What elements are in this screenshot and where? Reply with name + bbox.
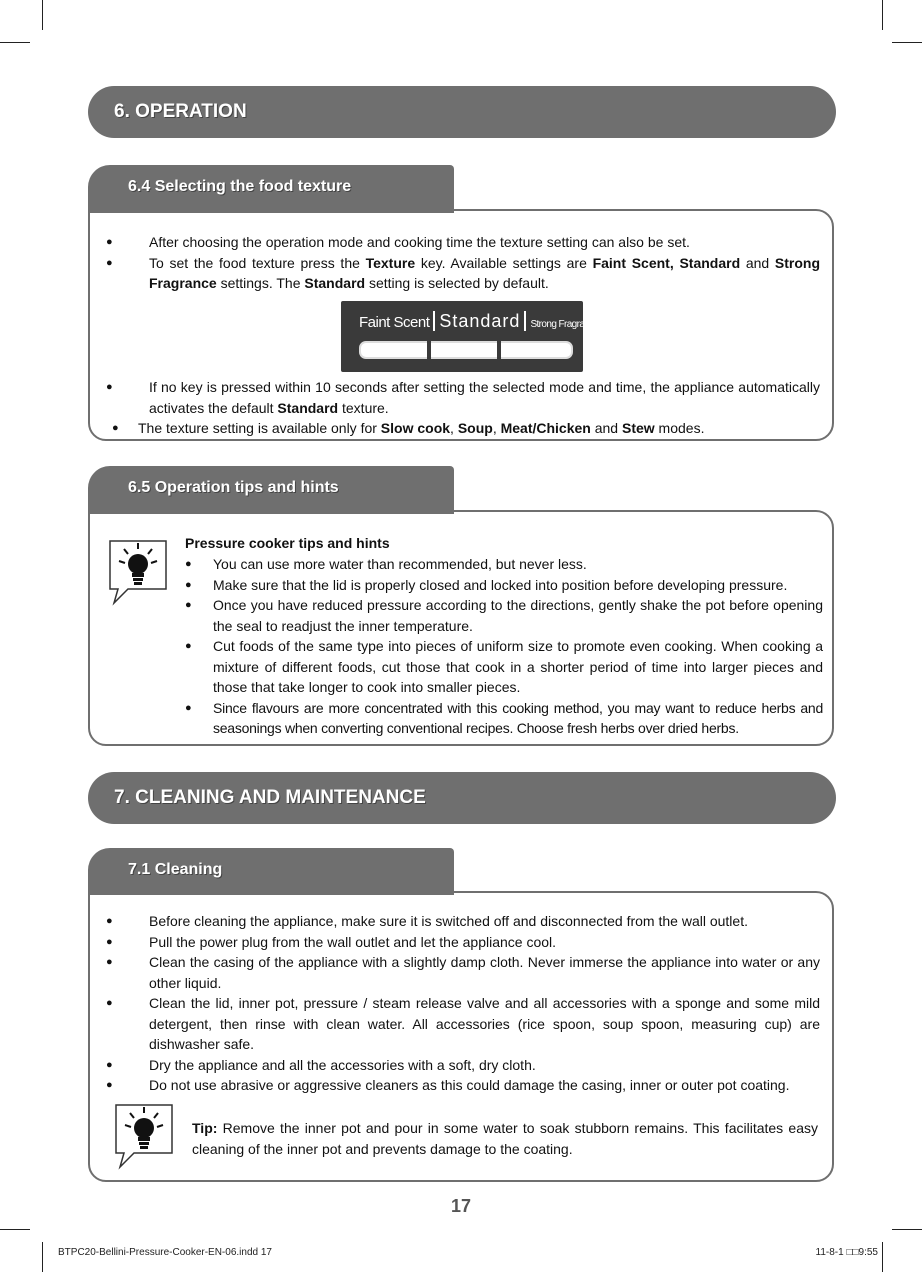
section-7-1-title: 7.1 Cleaning xyxy=(128,861,223,878)
list-item: ● Dry the appliance and all the accessories with a soft, dry cloth. xyxy=(106,1055,820,1076)
crop-mark xyxy=(882,0,883,30)
list-item: ● Do not use abrasive or aggressive cleaners as this could damage the casing, inner or outer pot coating. xyxy=(106,1075,820,1096)
section-7-1-box xyxy=(88,891,834,1182)
lightbulb-tip-icon xyxy=(106,537,170,607)
list-item: ● Clean the casing of the appliance with a slightly damp cloth. Never immerse the appliance into water or any other liquid. xyxy=(106,952,820,993)
list-item: ● Pull the power plug from the wall outlet and let the appliance cool. xyxy=(106,932,820,953)
list-item: ● If no key is pressed within 10 seconds after setting the selected mode and time, the appliance automatically activates the default Standard texture. xyxy=(106,377,820,418)
tips-list xyxy=(185,554,823,739)
section-6-banner xyxy=(88,86,836,138)
page-number: 17 xyxy=(450,1196,472,1216)
texture-faint-scent: Faint Scent xyxy=(359,314,430,331)
tip-label: Tip: xyxy=(192,1120,218,1136)
crop-mark xyxy=(892,1229,922,1230)
tips-heading: Pressure cooker tips and hints xyxy=(185,535,390,551)
list-item: ● The texture setting is available only for Slow cook, Soup, Meat/Chicken and Stew modes. xyxy=(112,418,820,439)
cleaning-tip xyxy=(192,1118,818,1159)
list-item: ● Cut foods of the same type into pieces of uniform size to promote even cooking. When cooking a mixture of different foods, cut those that cook in a shorter period of time into larger pieces and those that take longer to cook into smaller pieces. xyxy=(185,636,823,698)
texture-indicator-bar xyxy=(359,341,573,359)
tip-text: Remove the inner pot and pour in some water to soak stubborn remains. This facilitates easy cleaning of the inner pot and prevents damage to the coating. xyxy=(192,1120,818,1157)
list-item: ● After choosing the operation mode and cooking time the texture setting can also be set. xyxy=(106,232,820,253)
section-7-1-tab xyxy=(88,848,454,894)
footer-file: BTPC20-Bellini-Pressure-Cooker-EN-06.indd 17 xyxy=(58,1247,272,1258)
texture-selector-panel xyxy=(341,301,599,372)
section-6-4-tab xyxy=(88,165,454,211)
footer-stamp: 11-8-1 □□9:55 xyxy=(815,1247,878,1258)
list-item: ● Clean the lid, inner pot, pressure / steam release valve and all accessories with a sponge and some mild detergent, then rinse with clean water. All accessories (rice spoon, soup spoon, measuring cup) are dishwasher safe. xyxy=(106,993,820,1055)
texture-labels xyxy=(359,311,599,332)
crop-mark xyxy=(882,1242,883,1272)
section-6-4-title: 6.4 Selecting the food texture xyxy=(128,178,352,195)
texture-standard: Standard xyxy=(439,311,521,331)
list-item: ● Since flavours are more concentrated with this cooking method, you may want to reduce herbs and seasonings when converting conventional recipes. Choose fresh herbs over dried herbs. xyxy=(185,698,823,739)
list-item: ● To set the food texture press the Texture key. Available settings are Faint Scent, Standard and Strong Fragrance settings. The Standard setting is selected by default. xyxy=(106,253,820,294)
crop-mark xyxy=(42,0,43,30)
crop-mark xyxy=(42,1242,43,1272)
list-item: ● Once you have reduced pressure according to the directions, gently shake the pot before opening the seal to readjust the inner temperature. xyxy=(185,595,823,636)
list-item: ● You can use more water than recommended, but never less. xyxy=(185,554,823,575)
list-item: ● Make sure that the lid is properly closed and locked into position before developing pressure. xyxy=(185,575,823,596)
section-6-4-list xyxy=(106,232,820,294)
lightbulb-tip-icon xyxy=(112,1101,176,1171)
section-7-title: 7. CLEANING AND MAINTENANCE xyxy=(114,787,426,808)
texture-strong-fragrance: Strong Fragrance xyxy=(530,319,599,330)
section-6-5-tab xyxy=(88,466,454,512)
section-6-5-title: 6.5 Operation tips and hints xyxy=(128,479,339,496)
section-6-title: 6. OPERATION xyxy=(114,101,247,122)
section-6-4-list-2 xyxy=(106,377,820,439)
crop-mark xyxy=(892,42,922,43)
cleaning-list xyxy=(106,911,820,1096)
section-6-5-box xyxy=(88,510,834,746)
section-7-banner xyxy=(88,772,836,824)
list-item: ● Before cleaning the appliance, make sure it is switched off and disconnected from the wall outlet. xyxy=(106,911,820,932)
crop-mark xyxy=(0,42,30,43)
crop-mark xyxy=(0,1229,30,1230)
